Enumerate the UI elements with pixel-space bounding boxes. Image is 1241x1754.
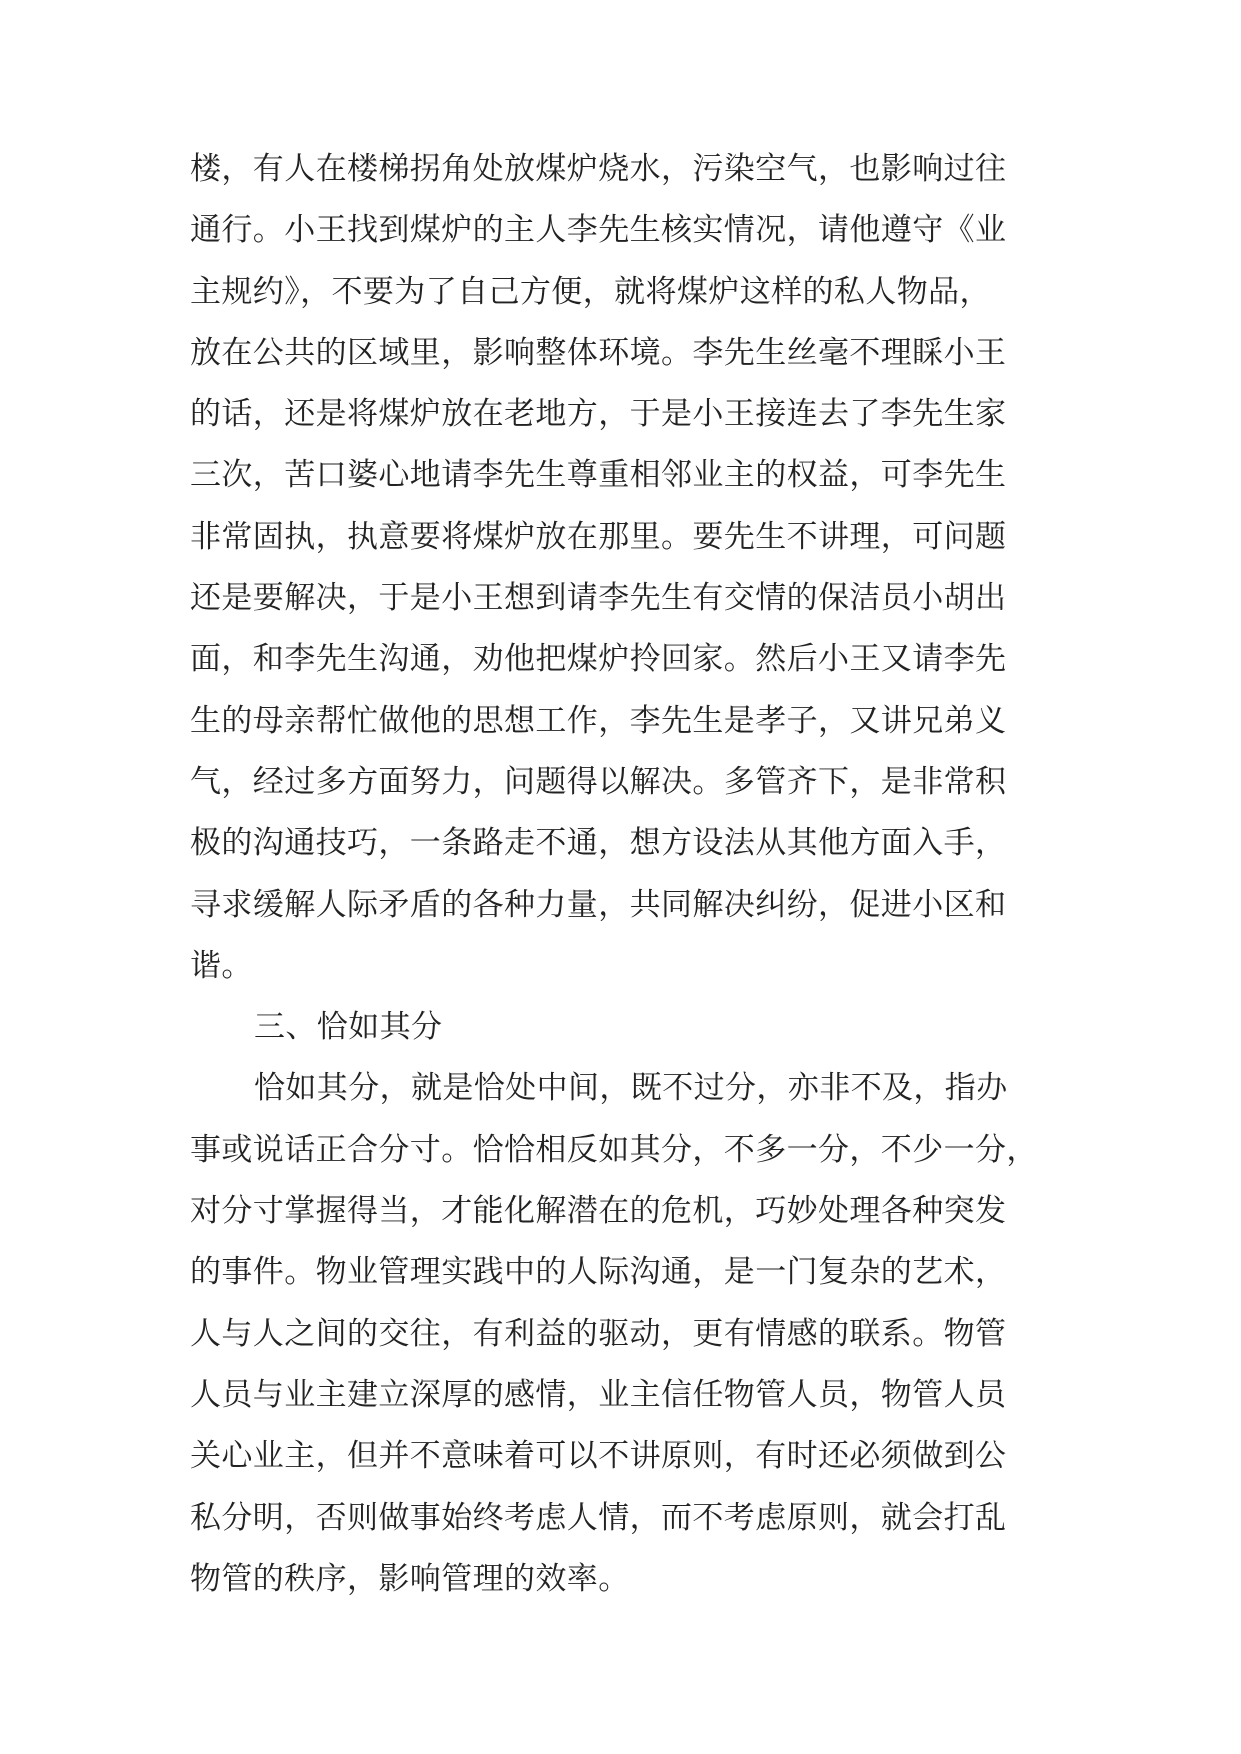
paragraph-2-line: 的事件。物业管理实践中的人际沟通，是一门复杂的艺术， — [190, 1254, 1007, 1291]
paragraph-2-line: 对分寸掌握得当，才能化解潜在的危机，巧妙处理各种突发 — [190, 1193, 1007, 1230]
paragraph-1-line: 面，和李先生沟通，劝他把煤炉拎回家。然后小王又请李先 — [190, 641, 1007, 678]
paragraph-1-line: 放在公共的区域里，影响整体环境。李先生丝毫不理睬小王 — [190, 334, 1007, 371]
paragraph-1-line: 通行。小王找到煤炉的主人李先生核实情况，请他遵守《业 — [190, 212, 1007, 249]
paragraph-1-line: 还是要解决，于是小王想到请李先生有交情的保洁员小胡出 — [190, 580, 1007, 617]
paragraph-1-line: 的话，还是将煤炉放在老地方，于是小王接连去了李先生家 — [190, 396, 1007, 433]
document-body — [190, 139, 1070, 1610]
paragraph-2-line: 恰如其分，就是恰处中间，既不过分，亦非不及，指办 — [254, 1070, 1008, 1107]
paragraph-2-line: 私分明，否则做事始终考虑人情，而不考虑原则，就会打乱 — [190, 1499, 1007, 1536]
paragraph-2-line: 人与人之间的交往，有利益的驱动，更有情感的联系。物管 — [190, 1315, 1007, 1352]
paragraph-1-line: 谐。 — [190, 947, 253, 984]
paragraph-2-line: 人员与业主建立深厚的感情，业主信任物管人员，物管人员 — [190, 1376, 1007, 1413]
paragraph-1-line: 气，经过多方面努力，问题得以解决。多管齐下，是非常积 — [190, 763, 1007, 800]
paragraph-1-line: 楼，有人在楼梯拐角处放煤炉烧水，污染空气，也影响过往 — [190, 151, 1007, 187]
paragraph-1-line: 主规约》，不要为了自己方便，就将煤炉这样的私人物品， — [190, 273, 991, 310]
section-heading: 三、恰如其分 — [254, 1009, 443, 1046]
paragraph-1-line: 三次，苦口婆心地请李先生尊重相邻业主的权益，可李先生 — [190, 457, 1007, 494]
paragraph-2-line: 事或说话正合分寸。恰恰相反如其分，不多一分，不少一分， — [190, 1131, 1038, 1168]
paragraph-1-line: 非常固执，执意要将煤炉放在那里。要先生不讲理，可问题 — [190, 518, 1007, 555]
paragraph-2-line: 物管的秩序，影响管理的效率。 — [190, 1560, 630, 1597]
paragraph-1-line: 生的母亲帮忙做他的思想工作，李先生是孝子，又讲兄弟义 — [190, 702, 1007, 739]
paragraph-1-line: 极的沟通技巧，一条路走不通，想方设法从其他方面入手， — [190, 825, 1007, 862]
paragraph-1-line: 寻求缓解人际矛盾的各种力量，共同解决纠纷，促进小区和 — [190, 886, 1007, 923]
paragraph-2-line: 关心业主，但并不意味着可以不讲原则，有时还必须做到公 — [190, 1438, 1007, 1475]
